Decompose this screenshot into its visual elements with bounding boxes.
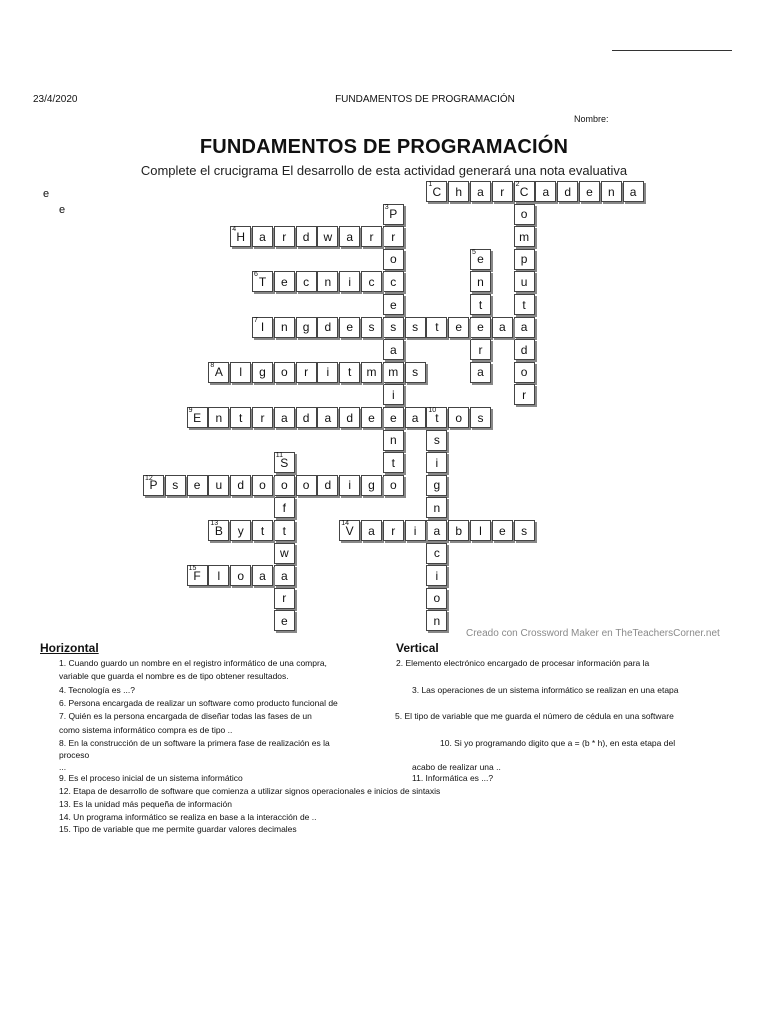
horizontal-heading: Horizontal (40, 641, 99, 655)
crossword-cell[interactable] (470, 339, 491, 360)
cell-letter: h (455, 184, 463, 199)
cell-letter: r (282, 229, 287, 244)
cell-letter: u (215, 478, 223, 493)
cell-letter: d (520, 342, 528, 357)
crossword-cell[interactable] (361, 407, 382, 428)
crossword-cell[interactable] (252, 362, 273, 383)
cell-letter: m (366, 365, 377, 380)
crossword-cell[interactable] (317, 317, 338, 338)
cell-letter: P (149, 478, 158, 493)
crossword-cell[interactable] (230, 520, 251, 541)
stray-letter: e (59, 204, 66, 216)
crossword-cell[interactable] (339, 271, 360, 292)
cell-number: 9 (188, 407, 193, 414)
crossword-cell[interactable] (274, 226, 295, 247)
crossword-cell[interactable] (405, 520, 426, 541)
cell-number: 6 (254, 271, 258, 279)
cell-letter: e (455, 320, 463, 335)
crossword-cell[interactable] (470, 249, 491, 270)
clue-horizontal: 6. Persona encargada de realizar un software como producto funcional de (59, 698, 338, 708)
cell-letter: m (519, 229, 530, 244)
cell-letter: a (280, 568, 288, 583)
cell-letter: o (302, 478, 310, 493)
clue-horizontal: 7. Quién es la persona encargada de diseñar todas las fases de un (59, 711, 312, 721)
cell-letter: n (280, 320, 288, 335)
cell-letter: o (455, 410, 463, 425)
cell-letter: c (303, 274, 310, 289)
cell-number: 10 (428, 407, 437, 414)
crossword-cell[interactable] (296, 362, 317, 383)
crossword-cell[interactable] (208, 362, 229, 383)
cell-letter: o (520, 365, 528, 380)
clue-vertical: 2. Elemento electrónico encargado de procesar información para la (396, 658, 650, 668)
cell-letter: s (521, 523, 528, 538)
cell-letter: a (477, 365, 484, 380)
cell-letter: o (280, 365, 288, 380)
header-date: 23/4/2020 (33, 94, 78, 105)
cell-letter: r (391, 229, 396, 244)
cell-letter: s (368, 320, 375, 335)
crossword-cell[interactable] (296, 226, 317, 247)
cell-letter: g (368, 478, 375, 493)
cell-letter: e (193, 478, 201, 493)
cell-letter: n (433, 613, 441, 628)
crossword-cell[interactable] (426, 430, 447, 451)
crossword-cell[interactable] (514, 226, 535, 247)
cell-letter: s (172, 478, 179, 493)
crossword-cell[interactable] (208, 565, 229, 586)
cell-letter: e (280, 274, 288, 289)
crossword-cell[interactable] (579, 181, 600, 202)
crossword-cell[interactable] (514, 317, 535, 338)
cell-number: 8 (210, 361, 215, 369)
clue-horizontal: 9. Es el proceso inicial de un sistema informático (59, 773, 243, 783)
page-title: FUNDAMENTOS DE PROGRAMACIÓN (199, 136, 569, 158)
cell-letter: d (564, 184, 572, 199)
cell-letter: e (389, 410, 397, 425)
cell-number: 11 (275, 452, 284, 460)
cell-letter: i (391, 387, 395, 402)
cell-letter: i (413, 523, 417, 538)
cell-letter: m (388, 365, 399, 380)
crossword-cell[interactable] (470, 407, 491, 428)
crossword-cell[interactable] (252, 317, 273, 338)
cell-letter: e (477, 252, 484, 267)
cell-letter: a (411, 410, 419, 425)
crossword-cell[interactable] (252, 226, 273, 247)
cell-letter: o (389, 252, 397, 267)
cell-letter: F (193, 568, 201, 583)
crossword-cell[interactable] (317, 271, 338, 292)
crossword-cell[interactable] (230, 407, 251, 428)
crossword-cell[interactable] (426, 475, 447, 496)
clue-horizontal: 4. Tecnología es ...? (59, 685, 135, 695)
clue-vertical: acabo de realizar una .. (412, 762, 501, 772)
crossword-cell[interactable] (514, 362, 535, 383)
crossword-cell[interactable] (448, 317, 469, 338)
crossword-cell[interactable] (317, 226, 338, 247)
cell-letter: p (520, 252, 528, 267)
cell-letter: i (435, 568, 439, 583)
cell-letter: a (280, 410, 288, 425)
cell-letter: C (432, 184, 442, 199)
cell-letter: r (391, 523, 396, 538)
cell-letter: c (390, 274, 397, 289)
cell-letter: a (346, 229, 354, 244)
cell-letter: s (433, 433, 440, 448)
crossword-cell[interactable] (426, 497, 447, 518)
cell-letter: a (259, 568, 266, 583)
cell-letter: r (369, 229, 374, 244)
crossword-cell[interactable] (470, 181, 491, 202)
crossword-cell[interactable] (165, 475, 186, 496)
cell-letter: w (279, 546, 289, 561)
cell-letter: g (259, 365, 266, 380)
crossword-cell[interactable] (296, 407, 317, 428)
crossword-cell[interactable] (187, 407, 208, 428)
cell-letter: P (389, 207, 398, 222)
cell-letter: o (433, 591, 441, 606)
cell-letter: e (586, 184, 593, 199)
cell-letter: w (323, 229, 333, 244)
crossword-cell[interactable] (492, 181, 513, 202)
cell-letter: r (500, 184, 505, 199)
crossword-cell[interactable] (405, 362, 426, 383)
credit-text: Creado con Crossword Maker en TheTeachersCorner.net (466, 628, 720, 639)
cell-number: 13 (210, 520, 219, 527)
crossword-cell[interactable] (274, 452, 295, 473)
crossword-cell[interactable] (230, 475, 251, 496)
cell-letter: d (324, 320, 332, 335)
crossword-cell[interactable] (252, 475, 273, 496)
crossword-cell[interactable] (274, 362, 295, 383)
crossword-cell[interactable] (252, 520, 273, 541)
crossword-cell[interactable] (339, 362, 360, 383)
cell-number: 15 (188, 565, 197, 573)
cell-letter: a (433, 523, 441, 538)
crossword-cell[interactable] (361, 475, 382, 496)
cell-letter: a (520, 320, 528, 335)
crossword-cell[interactable] (252, 271, 273, 292)
crossword-cell[interactable] (470, 520, 491, 541)
cell-letter: f (282, 500, 286, 515)
cell-letter: r (260, 410, 265, 425)
cell-letter: B (214, 523, 223, 538)
crossword-cell[interactable] (274, 588, 295, 609)
crossword-cell[interactable] (383, 294, 404, 315)
crossword-cell[interactable] (623, 181, 644, 202)
cell-letter: A (214, 365, 223, 380)
cell-letter: u (520, 274, 528, 289)
cell-letter: o (280, 478, 288, 493)
cell-letter: i (348, 478, 352, 493)
cell-letter: l (239, 365, 243, 380)
crossword-cell[interactable] (383, 520, 404, 541)
crossword-cell[interactable] (426, 317, 447, 338)
crossword-cell[interactable] (492, 317, 513, 338)
cell-letter: a (629, 184, 637, 199)
crossword-cell[interactable] (448, 520, 469, 541)
crossword-cell[interactable] (187, 475, 208, 496)
stray-letter: e (43, 188, 50, 200)
cell-letter: i (326, 365, 330, 380)
cell-number: 3 (384, 203, 389, 211)
cell-letter: d (324, 478, 332, 493)
cell-letter: e (368, 410, 375, 425)
crossword-cell[interactable] (383, 475, 404, 496)
crossword-cell[interactable] (383, 407, 404, 428)
crossword-cell[interactable] (230, 362, 251, 383)
crossword-cell[interactable] (252, 565, 273, 586)
crossword-cell[interactable] (514, 181, 535, 202)
cell-letter: a (389, 342, 397, 357)
clue-horizontal: 12. Etapa de desarrollo de software que comienza a utilizar signos operacionales e inicios de sintaxis (59, 786, 441, 796)
crossword-cell[interactable] (601, 181, 622, 202)
cell-letter: H (236, 229, 246, 244)
clue-vertical: 5. El tipo de variable que me guarda el número de cédula en una software (395, 711, 674, 721)
cell-letter: l (217, 568, 221, 583)
crossword-cell[interactable] (230, 226, 251, 247)
crossword-cell[interactable] (208, 407, 229, 428)
cell-letter: n (477, 274, 484, 289)
clue-horizontal: 15. Tipo de variable que me permite guardar valores decimales (59, 824, 297, 834)
cell-letter: o (237, 568, 245, 583)
crossword-cell[interactable] (383, 452, 404, 473)
cell-letter: a (542, 184, 550, 199)
cell-letter: r (522, 387, 527, 402)
cell-number: 12 (145, 474, 153, 482)
crossword-cell[interactable] (274, 610, 295, 631)
crossword-cell[interactable] (361, 520, 382, 541)
clue-horizontal: proceso (59, 750, 90, 760)
cell-letter: c (433, 546, 440, 561)
clue-horizontal: como sistema informático compra es de tipo .. (59, 725, 233, 735)
crossword-cell[interactable] (317, 362, 338, 383)
crossword-cell[interactable] (448, 407, 469, 428)
crossword-cell[interactable] (361, 362, 382, 383)
clue-horizontal: 14. Un programa informático se realiza en base a la interacción de .. (59, 812, 317, 822)
cell-letter: r (304, 365, 309, 380)
crossword-cell[interactable] (339, 226, 360, 247)
cell-number: 2 (515, 181, 520, 188)
cell-letter: t (522, 297, 526, 312)
crossword-cell[interactable] (296, 271, 317, 292)
header-title: FUNDAMENTOS DE PROGRAMACIÓN (335, 94, 515, 105)
crossword-cell[interactable] (448, 181, 469, 202)
cell-letter: s (412, 320, 419, 335)
crossword-cell[interactable] (514, 249, 535, 270)
cell-letter: E (193, 410, 202, 425)
clue-horizontal: 13. Es la unidad más pequeña de información (59, 799, 232, 809)
cell-letter: t (282, 523, 286, 538)
crossword-cell[interactable] (470, 362, 491, 383)
crossword-cell[interactable] (426, 181, 447, 202)
crossword-cell[interactable] (274, 497, 295, 518)
cell-letter: T (258, 274, 267, 289)
cell-letter: a (477, 184, 484, 199)
cell-letter: g (433, 478, 441, 493)
crossword-cell[interactable] (426, 588, 447, 609)
cell-letter: t (391, 455, 395, 470)
crossword-cell[interactable] (470, 294, 491, 315)
crossword-cell[interactable] (405, 407, 426, 428)
crossword-cell[interactable] (208, 475, 229, 496)
cell-letter: t (239, 410, 243, 425)
crossword-cell[interactable] (514, 204, 535, 225)
vertical-heading: Vertical (396, 641, 439, 655)
cell-letter: e (389, 297, 397, 312)
cell-letter: a (498, 320, 506, 335)
cell-letter: s (477, 410, 484, 425)
page-subtitle: Complete el crucigrama El desarrollo de esta actividad generará una nota evaluativa (140, 163, 628, 178)
cell-letter: t (478, 297, 483, 312)
cell-letter: S (280, 455, 289, 470)
cell-letter: i (348, 274, 352, 289)
crossword-cell[interactable] (492, 520, 513, 541)
crossword-cell[interactable] (426, 543, 447, 564)
cell-letter: o (520, 207, 528, 222)
cell-letter: t (435, 410, 439, 425)
cell-letter: r (282, 591, 287, 606)
crossword-cell[interactable] (535, 181, 556, 202)
crossword-cell[interactable] (274, 407, 295, 428)
cell-number: 14 (341, 520, 349, 527)
cell-letter: n (433, 500, 441, 515)
cell-letter: i (435, 455, 439, 470)
cell-letter: l (479, 523, 482, 538)
crossword-cell[interactable] (361, 317, 382, 338)
crossword-cell[interactable] (252, 407, 273, 428)
crossword-cell[interactable] (514, 339, 535, 360)
crossword-cell[interactable] (339, 520, 360, 541)
crossword-cell[interactable] (470, 271, 491, 292)
clue-horizontal: 8. En la construcción de un software la primera fase de realización es la (59, 738, 330, 748)
cell-letter: y (237, 523, 244, 538)
cell-letter: t (260, 523, 265, 538)
crossword-cell[interactable] (361, 271, 382, 292)
cell-letter: a (368, 523, 375, 538)
cell-letter: n (324, 274, 332, 289)
crossword-cell[interactable] (339, 317, 360, 338)
crossword-cell[interactable] (557, 181, 578, 202)
cell-letter: d (346, 410, 354, 425)
cell-letter: n (607, 184, 615, 199)
cell-letter: e (498, 523, 506, 538)
crossword-cell[interactable] (514, 384, 535, 405)
clue-horizontal: variable que guarda el nombre es de tipo obtener resultados. (59, 671, 289, 681)
clue-horizontal: 1. Cuando guardo un nombre en el registro informático de una compra, (59, 658, 327, 668)
crossword-cell[interactable] (383, 271, 404, 292)
crossword-cell[interactable] (361, 226, 382, 247)
cell-letter: s (412, 365, 419, 380)
cell-letter: e (477, 320, 484, 335)
crossword-cell[interactable] (339, 475, 360, 496)
crossword-cell[interactable] (274, 543, 295, 564)
crossword-cell[interactable] (383, 339, 404, 360)
crossword-cell[interactable] (143, 475, 164, 496)
cell-letter: d (237, 478, 245, 493)
crossword-cell[interactable] (514, 294, 535, 315)
clue-vertical: 11. Informática es ...? (412, 773, 494, 783)
crossword-cell[interactable] (514, 271, 535, 292)
cell-number: 7 (254, 316, 258, 324)
cell-letter: e (280, 613, 288, 628)
crossword-cell[interactable] (383, 317, 404, 338)
crossword-cell[interactable] (274, 317, 295, 338)
crossword-cell[interactable] (383, 362, 404, 383)
cell-number: 1 (428, 181, 433, 188)
cell-letter: n (389, 433, 397, 448)
cell-letter: V (345, 523, 354, 538)
cell-letter: a (324, 410, 332, 425)
cell-letter: s (390, 320, 397, 335)
crossword-cell[interactable] (339, 407, 360, 428)
crossword-cell[interactable] (317, 407, 338, 428)
cell-letter: o (389, 478, 397, 493)
crossword-cell[interactable] (274, 565, 295, 586)
crossword-cell[interactable] (426, 520, 447, 541)
crossword-cell[interactable] (296, 475, 317, 496)
cell-letter: c (368, 274, 375, 289)
crossword-cell[interactable] (426, 452, 447, 473)
crossword-cell[interactable] (274, 520, 295, 541)
crossword-cell[interactable] (274, 271, 295, 292)
cell-letter: I (260, 320, 265, 335)
crossword-cell[interactable] (208, 520, 229, 541)
crossword-cell[interactable] (383, 249, 404, 270)
clue-horizontal: ... (59, 762, 67, 772)
crossword-cell[interactable] (230, 565, 251, 586)
crossword-cell[interactable] (426, 565, 447, 586)
crossword-cell[interactable] (383, 430, 404, 451)
crossword-cell[interactable] (383, 204, 404, 225)
crossword-cell[interactable] (383, 384, 404, 405)
cell-letter: e (346, 320, 354, 335)
cell-letter: o (259, 478, 266, 493)
cell-letter: a (259, 229, 266, 244)
crossword-cell[interactable] (426, 407, 447, 428)
cell-number: 5 (472, 248, 476, 256)
crossword-cell[interactable] (383, 226, 404, 247)
clue-vertical: 10. Si yo programando digito que a = (b * h), en esta etapa del (440, 738, 676, 748)
crossword-cell[interactable] (317, 475, 338, 496)
cell-number: 4 (232, 226, 237, 234)
crossword-cell[interactable] (514, 520, 535, 541)
cell-letter: C (519, 184, 529, 199)
crossword-cell[interactable] (296, 317, 317, 338)
cell-letter: b (455, 523, 463, 538)
cell-letter: d (302, 410, 310, 425)
cell-letter: t (435, 320, 439, 335)
crossword-cell[interactable] (426, 610, 447, 631)
crossword-cell[interactable] (470, 317, 491, 338)
cell-letter: t (348, 365, 352, 380)
crossword-cell[interactable] (187, 565, 208, 586)
clue-vertical: 3. Las operaciones de un sistema informático se realizan en una etapa (412, 685, 679, 695)
cell-letter: r (478, 342, 483, 357)
nombre-label: Nombre: (574, 114, 609, 124)
crossword-cell[interactable] (405, 317, 426, 338)
cell-letter: n (215, 410, 223, 425)
crossword-cell[interactable] (274, 475, 295, 496)
cell-letter: d (302, 229, 310, 244)
cell-letter: g (302, 320, 310, 335)
